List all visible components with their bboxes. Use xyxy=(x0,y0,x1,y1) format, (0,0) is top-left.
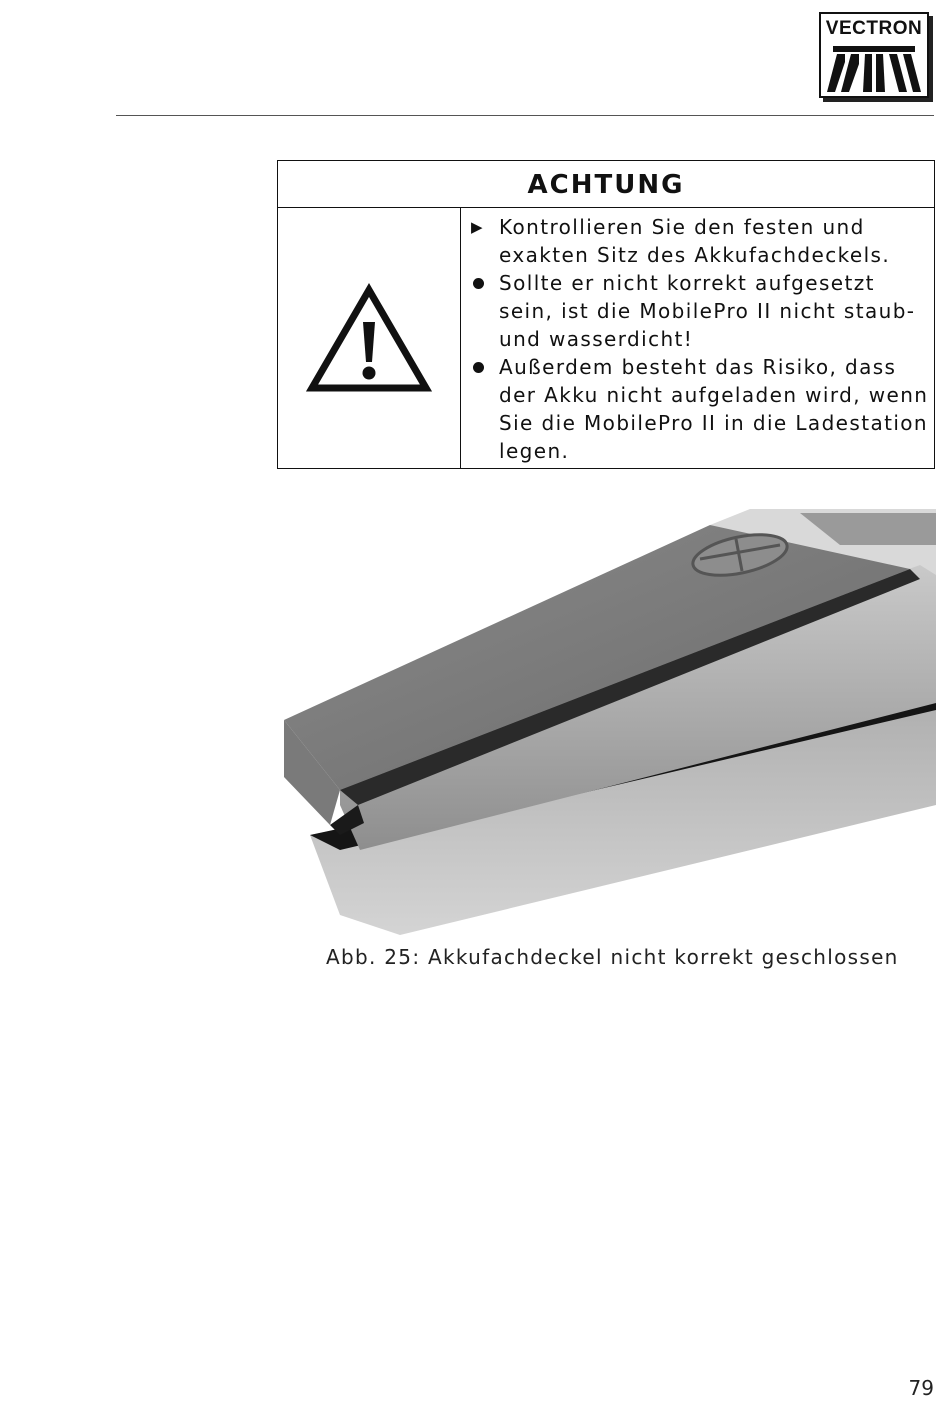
header-divider xyxy=(116,115,934,116)
vectron-logo-mark-icon xyxy=(827,44,921,96)
warning-icon-cell xyxy=(278,208,461,468)
page-number: 79 xyxy=(908,1376,934,1400)
warning-body xyxy=(278,208,934,468)
warning-item-text: Außerdem besteht das Risiko, dass der Akku nicht aufgeladen wird, wenn Sie die MobilePro II in die Ladestation legen. xyxy=(499,355,929,463)
arrow-bullet-icon: ▶ xyxy=(471,218,484,236)
battery-cover-photo xyxy=(280,505,936,937)
vectron-logo xyxy=(819,12,929,98)
warning-heading: ACHTUNG xyxy=(278,161,934,208)
warning-triangle-icon xyxy=(306,282,432,394)
warning-item-text: Kontrollieren Sie den festen und exakten Sitz des Akkufachdeckels. xyxy=(499,215,891,267)
dot-bullet-icon xyxy=(473,362,484,373)
warning-box xyxy=(277,160,935,469)
warning-item-text: Sollte er nicht korrekt aufgesetzt sein, ist die MobilePro II nicht staub- und wasserdicht! xyxy=(499,271,916,351)
logo-text: VECTRON xyxy=(825,18,923,39)
warning-item xyxy=(461,353,934,465)
warning-list xyxy=(461,208,934,468)
warning-item xyxy=(461,213,934,269)
warning-item xyxy=(461,269,934,353)
figure-caption: Abb. 25: Akkufachdeckel nicht korrekt geschlossen xyxy=(326,945,899,969)
device-photo xyxy=(280,505,936,941)
dot-bullet-icon xyxy=(473,278,484,289)
